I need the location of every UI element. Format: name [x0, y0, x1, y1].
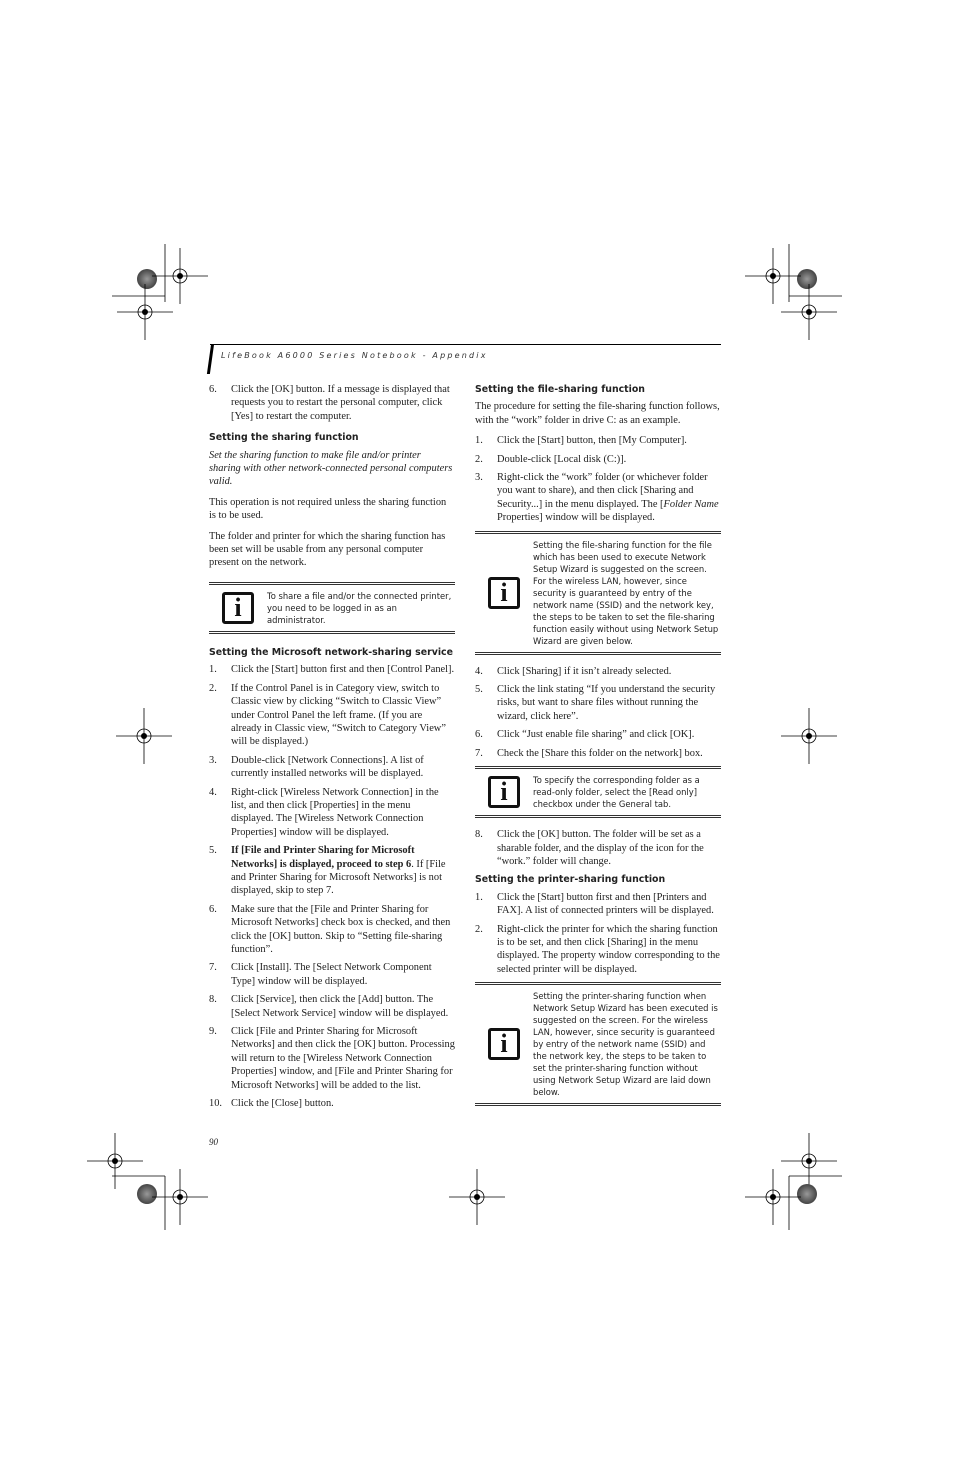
note-box: [475, 531, 721, 655]
paragraph: The procedure for setting the file-sharing function follows, with the “work” folder in drive C: as an example.: [475, 401, 720, 426]
list-item: 6. Make sure that the [File and Printer Sharing for Microsoft Networks] check box is checked, and then click the [OK] button. Skip to “Setting file-sharing function”.: [209, 903, 451, 955]
list-item: 2. Right-click the printer for which the sharing function is to be set, and then click [Sharing] in the menu displayed. The property window corresponding to the selected printer will be displayed.: [475, 923, 720, 975]
list-item: 7. Click [Install]. The [Select Network Component Type] window will be displayed.: [209, 962, 432, 987]
page-number: 90: [209, 1137, 218, 1147]
paragraph: This operation is not required unless the sharing function is to be used.: [209, 496, 447, 522]
note-text: Setting the printer-sharing function when Network Setup Wizard has been executed is suggested on the screen. For the wireless LAN, however, since security is guaranteed by entry of the network name (SSID) and the network key, the steps to be taken to set the printer-sharing function without using Network Setup Wizard are laid down below.: [533, 991, 718, 1098]
list-item: 1. Click the [Start] button first and then [Printers and FAX]. A list of connected printers will be displayed.: [475, 891, 714, 917]
note-text: To specify the corresponding folder as a read-only folder, select the [Read only] checkbox under the General tab.: [533, 775, 700, 810]
section-heading: Setting the printer-sharing function: [475, 874, 666, 886]
info-icon: i: [222, 592, 254, 624]
list-item: 2. If the Control Panel is in Category view, switch to Classic view by clicking “Switch to Classic View” under Control Panel the left frame. (If you are already in Classic view, “Switch to Category View” will be displayed.): [209, 682, 446, 748]
list-item: 5. Click the link stating “If you understand the security risks, but want to share files without running the wizard, click here”.: [475, 684, 716, 722]
file-steps-c: [475, 828, 721, 868]
gray-disc-icon: [137, 269, 157, 289]
note-text: To share a file and/or the connected printer, you need to be logged in as an administrator.: [267, 590, 452, 625]
header-bar: [207, 344, 214, 374]
header-rule: [210, 344, 721, 345]
list-item: 1. Click the [Start] button first and then [Control Panel].: [209, 664, 455, 676]
note-box: [475, 766, 721, 818]
list-item: 4. Right-click [Wireless Network Connection] in the list, and then click [Properties] in the menu displayed. The [Wireless Network Connection Properties] window will be displayed.: [209, 786, 439, 838]
note-box: [209, 582, 455, 634]
section-heading: Setting the sharing function: [209, 432, 359, 444]
list-item: 7. Check the [Share this folder on the network] box.: [475, 747, 703, 759]
list-item: 10. Click the [Close] button.: [209, 1098, 334, 1110]
gray-disc-icon: [137, 1184, 157, 1204]
right-column: [475, 383, 721, 1116]
left-column: [209, 383, 455, 1115]
note-text: Setting the file-sharing function for the file which has been used to execute Network Setup Wizard is suggested on the screen. For the wireless LAN, however, since security is guaranteed by entry of the network name (SSID) and the network key, the steps to be taken to set the file-sharing function easily without using Network Setup Wizard are given below.: [533, 539, 719, 646]
section-heading: Setting the file-sharing function: [475, 384, 645, 395]
list-item: 1. Click the [Start] button, then [My Computer].: [475, 435, 687, 447]
list-item: 3. Right-click the “work” folder (or whichever folder you want to share), and then click [Sharing and Security...] in the menu displayed. The [Folder Name Properties] window will be displayed.: [475, 472, 719, 524]
file-steps-a: [475, 434, 721, 524]
list-item: 3. Double-click [Network Connections]. A list of currently installed networks will be displayed.: [209, 754, 424, 780]
intro-italic: Set the sharing function to make file and/or printer sharing with other network-connected personal computers valid.: [209, 449, 453, 488]
section-heading: Setting the Microsoft network-sharing service: [209, 646, 453, 658]
info-icon: i: [488, 776, 520, 808]
file-steps-b: [475, 665, 721, 760]
list-item: 2. Double-click [Local disk (C:)].: [475, 453, 627, 465]
list-item: 6. Click “Just enable file sharing” and click [OK].: [475, 729, 695, 741]
list-item: 8. Click the [OK] button. The folder will be set as a sharable folder, and the display of the icon for the “work.” folder will change.: [475, 829, 704, 867]
ms-steps-list: [209, 663, 455, 1110]
note-box: [475, 982, 721, 1106]
list-item: 4. Click [Sharing] if it isn’t already selected.: [475, 665, 672, 677]
printer-steps-list: [475, 891, 721, 976]
info-icon: i: [488, 577, 520, 609]
running-header: LifeBook A6000 Series Notebook - Appendix: [221, 351, 488, 360]
info-icon: i: [488, 1028, 520, 1060]
list-item: 5. If [File and Printer Sharing for Microsoft Networks] is displayed, proceed to step 6. If [File and Printer Sharing for Microsoft Networks] is not displayed, skip to step 7.: [209, 845, 446, 897]
gray-disc-icon: [797, 269, 817, 289]
gray-disc-icon: [797, 1184, 817, 1204]
list-item: 9. Click [File and Printer Sharing for Microsoft Networks] and then click the [OK] button. Processing will return to the [Wireless Network Connection Properties] window, and [File and Printer Sharing for Microsoft Networks] will be added to the list.: [209, 1026, 455, 1091]
list-item: 8. Click [Service], then click the [Add] button. The [Select Network Service] window will be displayed.: [209, 994, 449, 1019]
paragraph: The folder and printer for which the sharing function has been set will be usable from any personal computer present on the network.: [209, 530, 446, 569]
list-item: 6. Click the [OK] button. If a message is displayed that requests you to restart the personal computer, click [Yes] to restart the computer.: [209, 384, 450, 422]
